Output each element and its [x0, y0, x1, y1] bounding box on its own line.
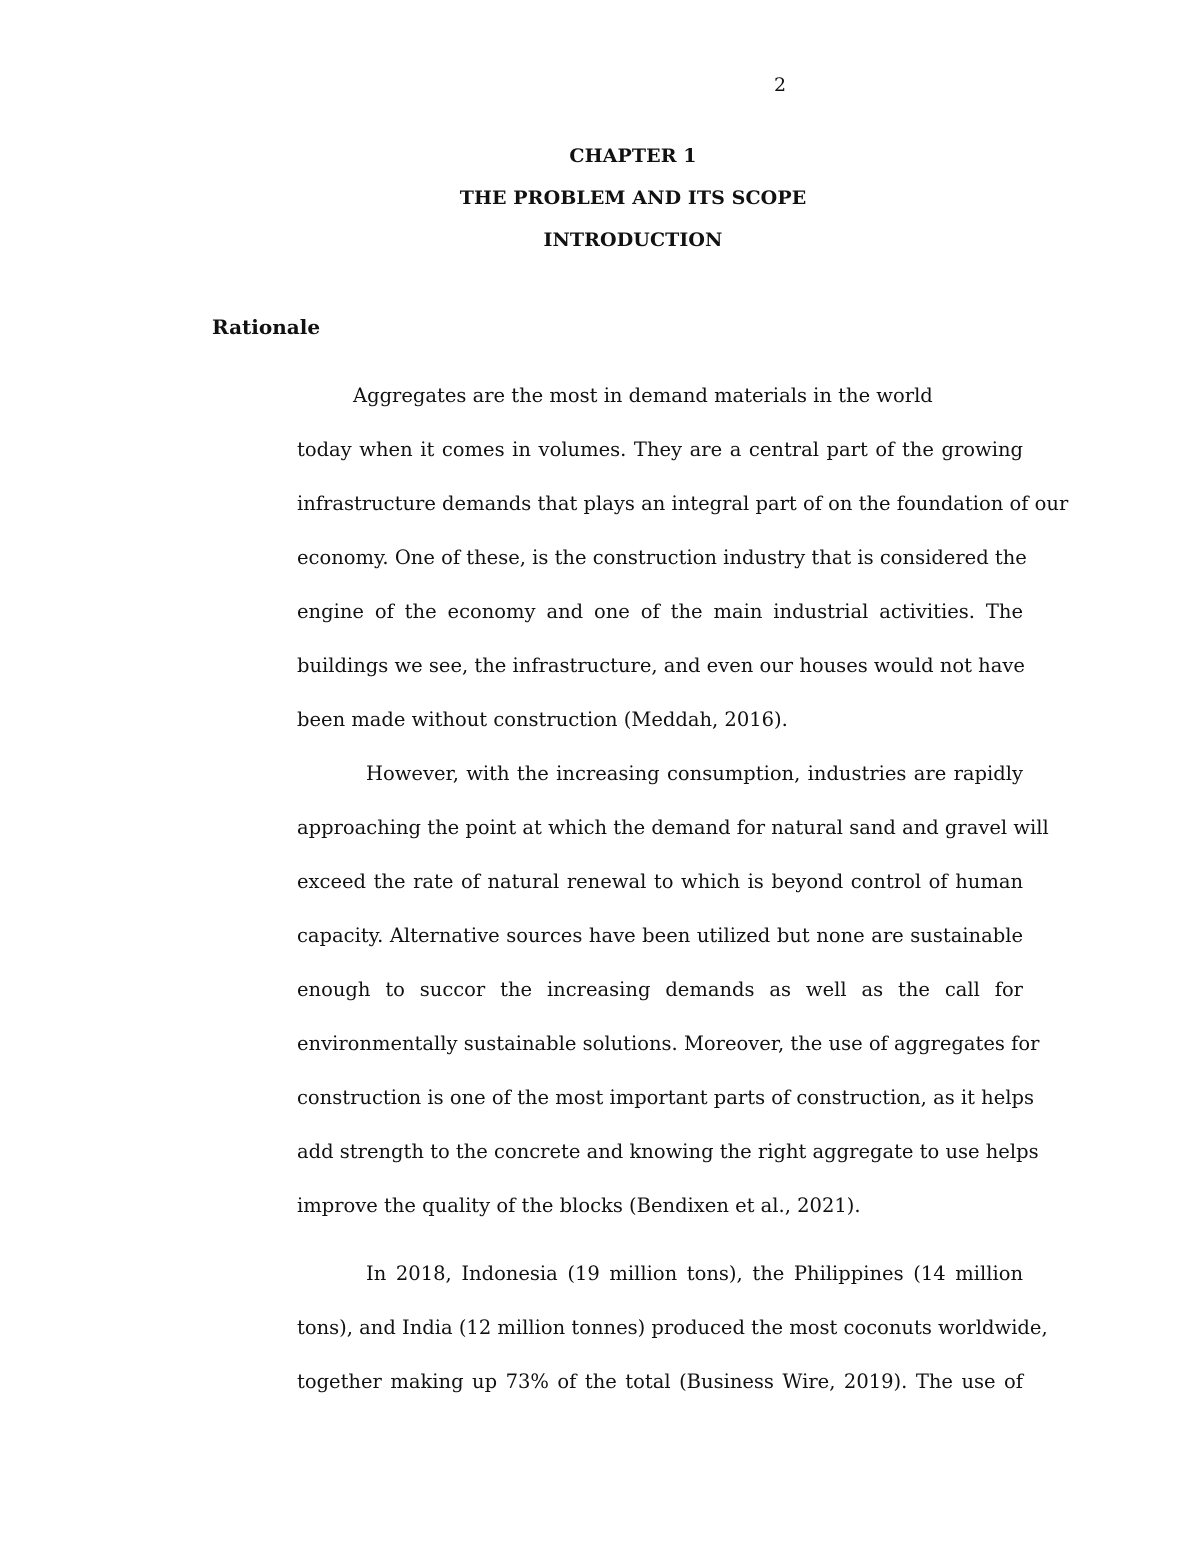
paragraph-line: been made without construction (Meddah, 2016). [297, 708, 788, 731]
section-heading: INTRODUCTION [543, 229, 723, 251]
paragraph-line: infrastructure demands that plays an integral part of on the foundation of our [297, 492, 1069, 515]
paragraph-line: economy. One of these, is the construction industry that is considered the [297, 546, 1027, 569]
chapter-heading: CHAPTER 1 [569, 145, 697, 167]
page-number: 2 [773, 74, 787, 96]
paragraph-line: add strength to the concrete and knowing the right aggregate to use helps [297, 1140, 1039, 1163]
paragraph-line: together making up 73% of the total (Business Wire, 2019). The use of [297, 1370, 1023, 1393]
paragraph-line: approaching the point at which the demand for natural sand and gravel will [297, 816, 1049, 839]
paragraph-line: environmentally sustainable solutions. Moreover, the use of aggregates for [297, 1032, 1040, 1055]
chapter-title: THE PROBLEM AND ITS SCOPE [459, 187, 807, 209]
paragraph-line: enough to succor the increasing demands as well as the call for [297, 978, 1023, 1001]
paragraph-line: exceed the rate of natural renewal to which is beyond control of human [297, 870, 1023, 893]
subsection-heading: Rationale [212, 315, 321, 339]
paragraph-line: improve the quality of the blocks (Bendixen et al., 2021). [297, 1194, 861, 1217]
paragraph-line: However, with the increasing consumption, industries are rapidly [366, 762, 1023, 785]
paragraph-line: In 2018, Indonesia (19 million tons), the Philippines (14 million [366, 1262, 1023, 1285]
paragraph-line: tons), and India (12 million tonnes) produced the most coconuts worldwide, [297, 1316, 1048, 1339]
paragraph-line: Aggregates are the most in demand materials in the world [353, 384, 933, 407]
paragraph-line: capacity. Alternative sources have been utilized but none are sustainable [297, 924, 1023, 947]
paragraph-line: construction is one of the most important parts of construction, as it helps [297, 1086, 1034, 1109]
paragraph-line: buildings we see, the infrastructure, and even our houses would not have [297, 654, 1025, 677]
paragraph-line: engine of the economy and one of the main industrial activities. The [297, 600, 1023, 623]
paragraph-line: today when it comes in volumes. They are a central part of the growing [297, 438, 1023, 461]
